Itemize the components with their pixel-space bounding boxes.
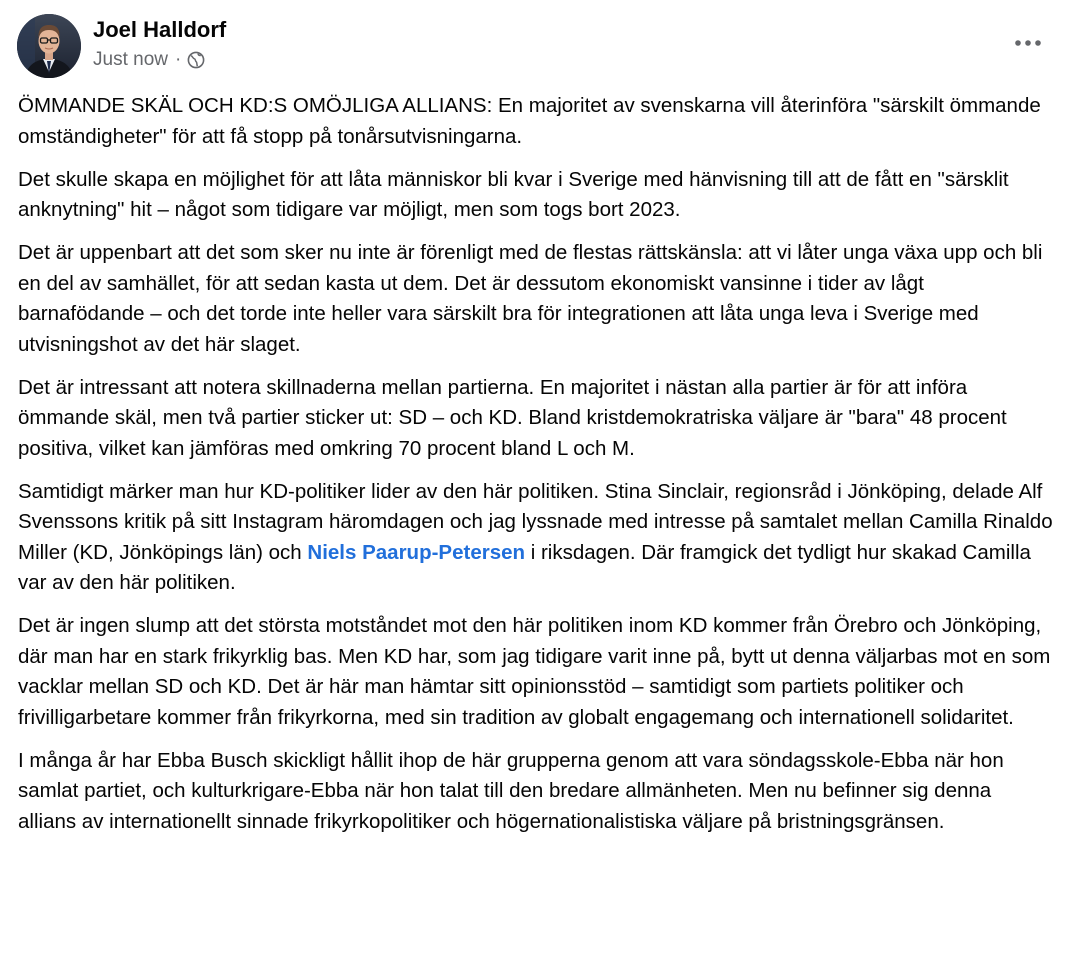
mention-link-niels-paarup-petersen[interactable]: Niels Paarup-Petersen — [307, 540, 526, 564]
post-paragraph-7: I många år har Ebba Busch skickligt hållit ihop de här grupperna genom att vara söndagsskole-Ebba när hon samlat partiet, och kulturkrigare-Ebba när hon talat till den bredare allmänheten. Men nu befinner sig denna allians av internationellt sinnade frikyrkopolitiker och högernationalistiska väljare på bristningsgränsen. — [18, 748, 1004, 833]
post-paragraph-6: Det är ingen slump att det största motståndet mot den här politiken inom KD kommer från Örebro och Jönköping, där man har en stark frikyrklig bas. Men KD har, som jag tidigare varit inne på, bytt ut denna väljarbas mot en som vacklar mellan SD och KD. Det är här man hämtar sitt opinionsstöd – samtidigt som partiets politiker och frivilligarbetare kommer från frikyrkorna, med sin tradition av globalt engagemang och internationell solidaritet. — [18, 614, 1051, 729]
more-dots-icon — [1014, 39, 1042, 47]
post-subline — [93, 48, 226, 72]
post-body — [18, 91, 1054, 850]
globe-icon[interactable] — [187, 51, 205, 69]
avatar-photo — [17, 14, 81, 78]
more-options-button[interactable] — [1008, 27, 1048, 59]
paragraph-5-text-before: Samtidigt märker man hur KD-politiker lider av den här politiken. Stina Sinclair, regionsråd i Jönköping, delade Alf Svenssons kritik på sitt Instagram häromdagen och jag lyssnade med intresse på samtalet mellan Camilla Rinaldo Miller (KD, Jönköpings län) och — [18, 479, 1053, 564]
avatar[interactable] — [17, 14, 81, 78]
post-meta — [93, 16, 226, 72]
author-name[interactable]: Joel Halldorf — [93, 17, 227, 42]
post-header — [17, 14, 226, 80]
post-paragraph-2: Det skulle skapa en möjlighet för att låta människor bli kvar i Sverige med hänvisning till att de fått en "särsklit anknytning" hit – något som tidigare var möjligt, men som togs bort 2023. — [18, 167, 1009, 221]
post-timestamp[interactable]: Just now — [93, 49, 168, 70]
post-paragraph-3: Det är uppenbart att det som sker nu inte är förenligt med de flestas rättskänsla: att vi låter unga växa upp och bli en del av samhället, för att sedan kasta ut dem. Det är dessutom ekonomiskt vansinne i tider av lågt barnafödande – och det torde inte heller vara särskilt bra för integrationen att låta unga leva i Sverige med utvisningshot av det här slaget. — [18, 241, 1043, 356]
meta-separator: · — [174, 49, 182, 70]
paragraph-5-text-after: i riksdagen. Där framgick det tydligt hur skakad Camilla var av den här politiken. — [18, 540, 1031, 594]
post-paragraph-1: ÖMMANDE SKÄL OCH KD:S OMÖJLIGA ALLIANS: En majoritet av svenskarna vill återinföra "särskilt ömmande omständigheter" för att få stopp på tonårsutvisningarna. — [18, 94, 1041, 148]
post-paragraph-4: Det är intressant att notera skillnaderna mellan partierna. En majoritet i nästan alla partier är för att införa ömmande skäl, men två partier sticker ut: SD – och KD. Bland kristdemokratriska väljare är "bara" 48 procent positiva, vilket kan jämföras med omkring 70 procent bland L och M. — [18, 375, 1007, 460]
post-paragraph-5 — [18, 477, 1054, 599]
